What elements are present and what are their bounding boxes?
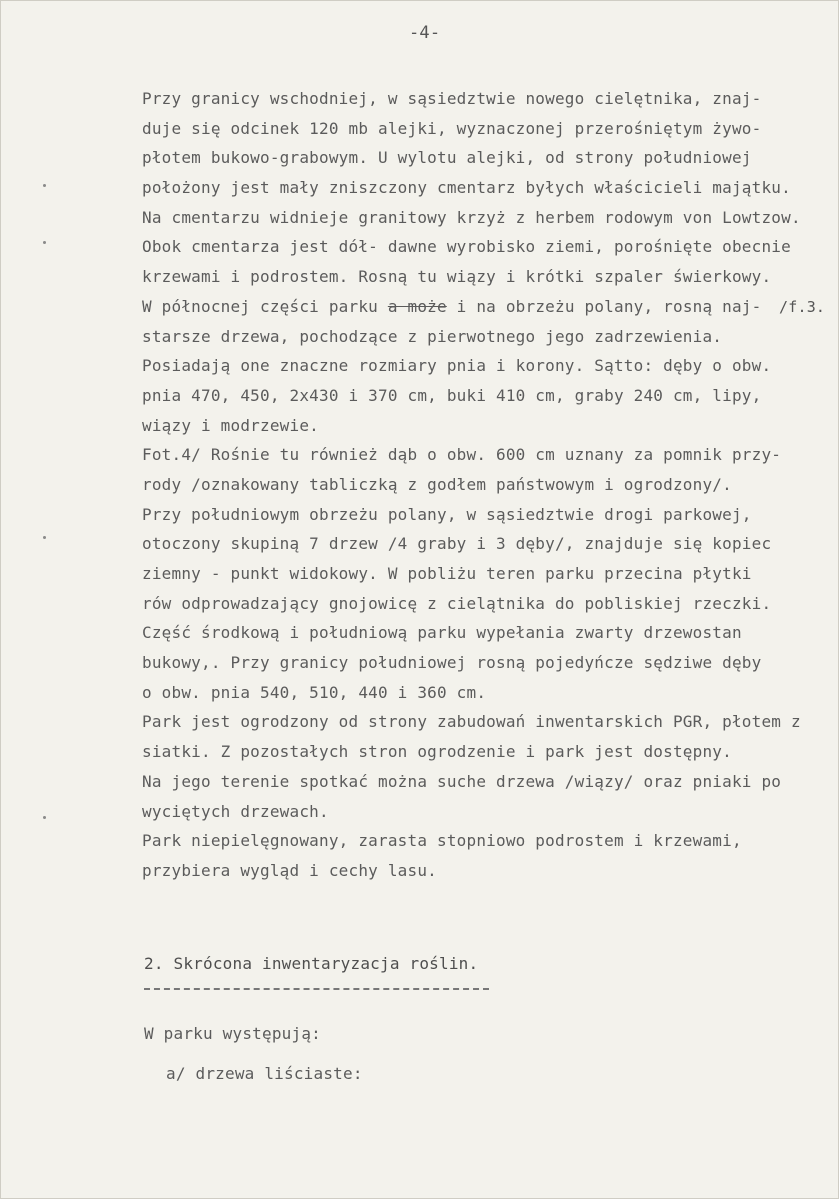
section-heading: 2. Skrócona inwentaryzacja roślin. — [144, 954, 479, 973]
text-line: starsze drzewa, pochodzące z pierwotnego jego zadrzewienia. — [142, 326, 723, 346]
text-line: Park jest ogrodzony od strony zabudowań inwentarskich PGR, płotem z — [142, 712, 801, 732]
punch-mark — [43, 241, 46, 244]
text-line: krzewami i podrostem. Rosną tu wiązy i krótki szpaler świerkowy. — [142, 267, 772, 287]
text-line: Część środkową i południową parku wypełania zwarty drzewostan — [142, 623, 742, 643]
text-fragment: W północnej części parku — [142, 296, 388, 316]
text-line: płotem bukowo-grabowym. U wylotu alejki, od strony południowej — [142, 148, 752, 168]
text-line: Obok cmentarza jest dół- dawne wyrobisko ziemi, porośnięte obecnie — [142, 237, 791, 257]
text-line: Posiadają one znaczne rozmiary pnia i korony. Sątto: dęby o obw. — [142, 356, 772, 376]
text-line: ziemny - punkt widokowy. W pobliżu teren parku przecina płytki — [142, 564, 752, 583]
body-text — [142, 84, 832, 886]
punch-mark — [43, 184, 46, 187]
margin-note: /f.3. — [779, 298, 826, 316]
list-subitem: a/ drzewa liściaste: — [166, 1064, 363, 1083]
text-line: otoczony skupiną 7 drzew /4 graby i 3 dęby/, znajduje się kopiec — [142, 534, 772, 554]
text-fragment: i na obrzeżu polany, rosną naj- — [446, 296, 762, 316]
text-line: wyciętych drzewach. — [142, 801, 329, 821]
text-line-with-strikeout — [142, 292, 832, 322]
text-line: o obw. pnia 540, 510, 440 i 360 cm. — [142, 682, 487, 702]
text-line: duje się odcinek 120 mb alejki, wyznaczonej przerośniętym żywo- — [142, 118, 762, 138]
text-line: Park niepielęgnowany, zarasta stopniowo podrostem i krzewami, — [142, 831, 742, 851]
page-number: -4- — [409, 23, 441, 43]
text-line: pnia 470, 450, 2x430 i 370 cm, buki 410 cm, graby 240 cm, lipy, — [142, 385, 762, 405]
text-line: Przy granicy wschodniej, w sąsiedztwie nowego cielętnika, znaj- — [142, 89, 762, 108]
text-line: rody /oznakowany tabliczką z godłem państwowym i ogrodzony/. — [142, 474, 732, 494]
text-line: bukowy,. Przy granicy południowej rosną pojedyńcze sędziwe dęby — [142, 653, 762, 673]
punch-mark — [43, 536, 46, 539]
struck-text: a może — [387, 296, 447, 316]
list-intro: W parku występują: — [144, 1024, 321, 1043]
text-line: położony jest mały zniszczony cmentarz byłych właścicieli majątku. — [142, 178, 791, 198]
text-line: siatki. Z pozostałych stron ogrodzenie i park jest dostępny. — [142, 742, 732, 762]
text-line: rów odprowadzający gnojowicę z cielątnika do pobliskiej rzeczki. — [142, 593, 772, 613]
punch-mark — [43, 816, 46, 819]
text-line: Na jego terenie spotkać można suche drzewa /wiązy/ oraz pniaki po — [142, 771, 782, 791]
heading-underline — [144, 988, 489, 990]
text-line: Fot.4/ Rośnie tu również dąb o obw. 600 cm uznany za pomnik przy- — [142, 445, 782, 465]
text-line: wiązy i modrzewie. — [142, 415, 319, 435]
text-line: przybiera wygląd i cechy lasu. — [142, 860, 437, 880]
text-line: Przy południowym obrzeżu polany, w sąsiedztwie drogi parkowej, — [142, 504, 752, 524]
text-line: Na cmentarzu widnieje granitowy krzyż z herbem rodowym von Lowtzow. — [142, 207, 801, 227]
